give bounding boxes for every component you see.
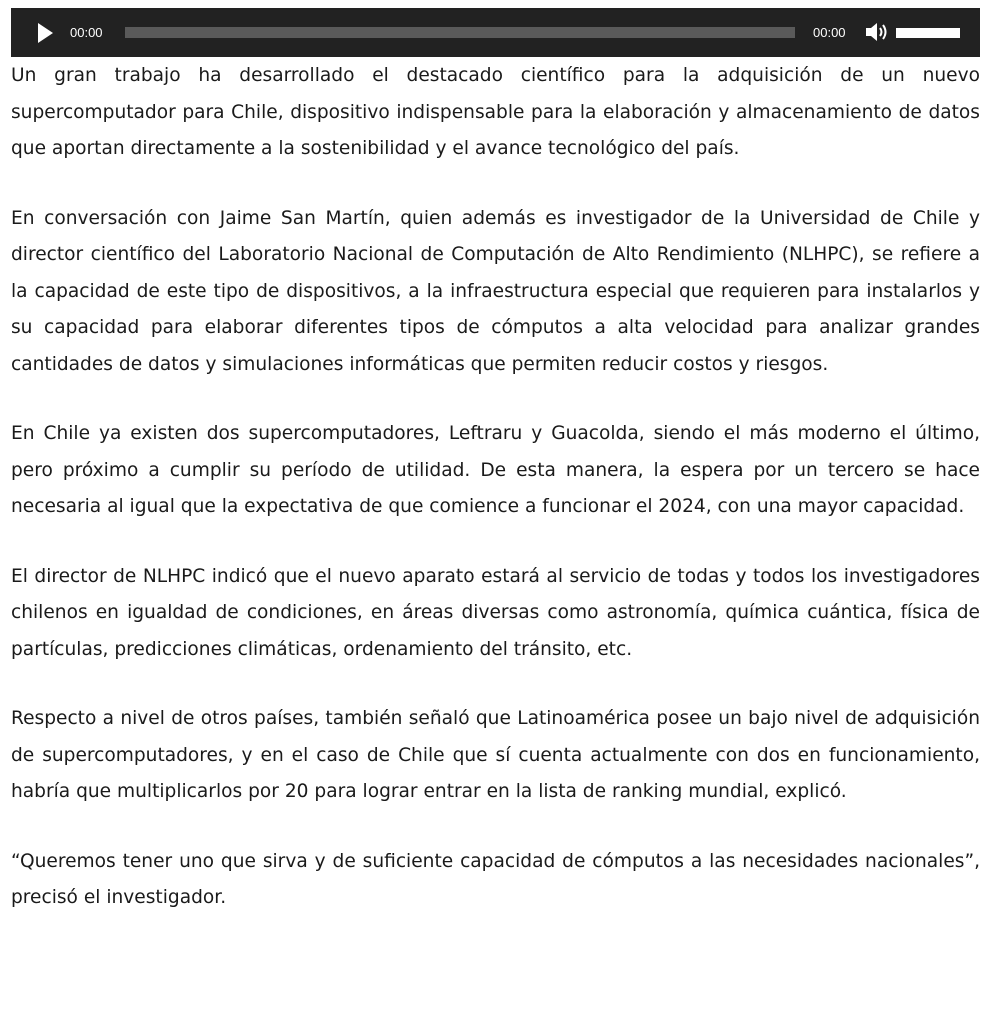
progress-bar[interactable] xyxy=(125,27,795,38)
article-body xyxy=(11,58,980,950)
mute-button[interactable] xyxy=(864,20,890,44)
paragraph: En conversación con Jaime San Martín, quien además es investigador de la Universidad de Chile y director científico del Laboratorio Nacional de Computación de Alto Rendimiento (NLHPC), se refiere a la capacidad de este tipo de dispositivos, a la infraestructura especial que requieren para instalarlos y su capacidad para elaborar diferentes tipos de cómputos a alta velocidad para analizar grandes cantidades de datos y simulaciones informáticas que permiten reducir costos y riesgos. xyxy=(11,207,980,375)
paragraph: “Queremos tener uno que sirva y de suficiente capacidad de cómputos a las necesidades nacionales”, precisó el investigador. xyxy=(11,850,980,908)
volume-slider[interactable] xyxy=(896,28,960,38)
paragraph: Un gran trabajo ha desarrollado el destacado científico para la adquisición de un nuevo supercomputador para Chile, dispositivo indispensable para la elaboración y almacenamiento de datos que aportan directamente a la sostenibilidad y el avance tecnológico del país. xyxy=(11,65,980,159)
paragraph: En Chile ya existen dos supercomputadores, Leftraru y Guacolda, siendo el más moderno el último, pero próximo a cumplir su período de utilidad. De esta manera, la espera por un tercero se hace necesaria al igual que la expectativa de que comience a funcionar el 2024, con una mayor capacidad. xyxy=(11,423,980,517)
play-button[interactable] xyxy=(35,22,55,44)
current-time: 00:00 xyxy=(70,25,103,40)
paragraph: El director de NLHPC indicó que el nuevo aparato estará al servicio de todas y todos los investigadores chilenos en igualdad de condiciones, en áreas diversas como astronomía, química cuántica, física de partículas, predicciones climáticas, ordenamiento del tránsito, etc. xyxy=(11,565,980,660)
volume-fill xyxy=(896,28,960,38)
speaker-icon xyxy=(864,20,890,44)
audio-player xyxy=(11,8,980,57)
duration-time: 00:00 xyxy=(813,25,846,40)
play-icon xyxy=(35,22,55,44)
paragraph: Respecto a nivel de otros países, también señaló que Latinoamérica posee un bajo nivel de adquisición de supercomputadores, y en el caso de Chile que sí cuenta actualmente con dos en funcionamiento, habría que multiplicarlos por 20 para lograr entrar en la lista de ranking mundial, explicó. xyxy=(11,708,980,802)
